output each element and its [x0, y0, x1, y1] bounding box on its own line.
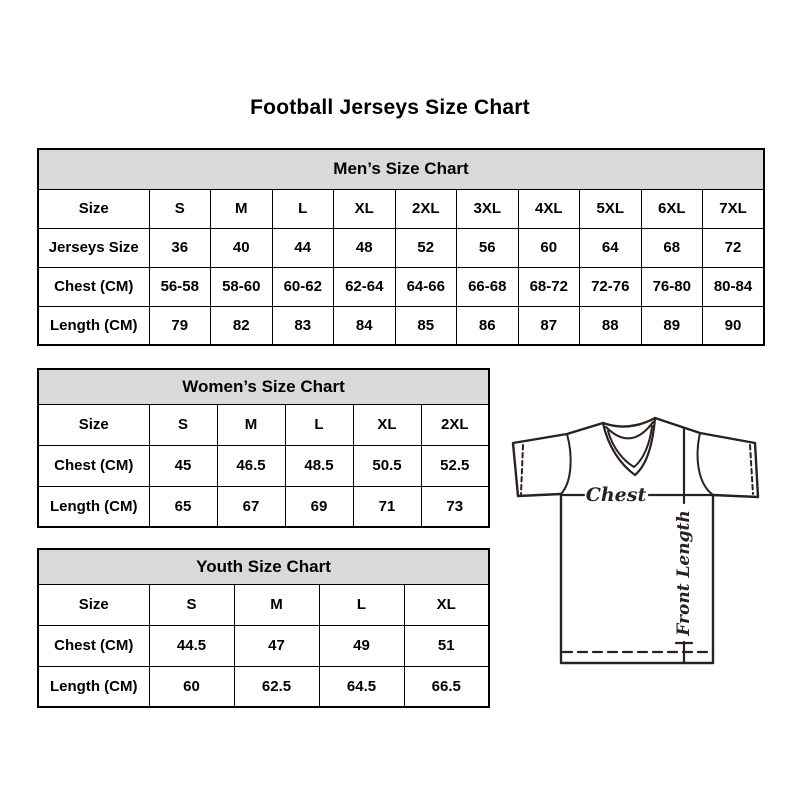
chest-label: Chest — [585, 484, 647, 506]
value-cell: 4XL — [518, 189, 580, 228]
row-label-cell: Chest (CM) — [38, 625, 149, 666]
value-cell: 86 — [457, 306, 519, 345]
value-cell: 64.5 — [319, 666, 404, 707]
table-header-row — [38, 149, 764, 189]
row-label-cell: Chest (CM) — [38, 445, 149, 486]
value-cell: 52.5 — [421, 445, 489, 486]
value-cell: M — [211, 189, 273, 228]
value-cell: 2XL — [421, 404, 489, 445]
value-cell: 60 — [149, 666, 234, 707]
value-cell: 68-72 — [518, 267, 580, 306]
table-row — [38, 189, 764, 228]
value-cell: 66.5 — [404, 666, 489, 707]
row-label-cell: Size — [38, 404, 149, 445]
value-cell: 44 — [272, 228, 334, 267]
value-cell: 49 — [319, 625, 404, 666]
value-cell: 64-66 — [395, 267, 457, 306]
row-label-cell: Length (CM) — [38, 306, 149, 345]
value-cell: 46.5 — [217, 445, 285, 486]
table-row — [38, 486, 489, 527]
value-cell: 72-76 — [580, 267, 642, 306]
table-header-row — [38, 549, 489, 584]
mens-table-title: Men’s Size Chart — [38, 149, 764, 189]
value-cell: 87 — [518, 306, 580, 345]
womens-table-title: Women’s Size Chart — [38, 369, 489, 404]
value-cell: 83 — [272, 306, 334, 345]
value-cell: L — [285, 404, 353, 445]
value-cell: XL — [334, 189, 396, 228]
value-cell: 56-58 — [149, 267, 211, 306]
value-cell: 84 — [334, 306, 396, 345]
row-label-cell: Size — [38, 584, 149, 625]
value-cell: 44.5 — [149, 625, 234, 666]
value-cell: 48.5 — [285, 445, 353, 486]
row-label-cell: Chest (CM) — [38, 267, 149, 306]
value-cell: 89 — [641, 306, 703, 345]
value-cell: 40 — [211, 228, 273, 267]
value-cell: 79 — [149, 306, 211, 345]
front-length-label: Front Length — [674, 510, 694, 636]
armhole-seam-left — [561, 434, 571, 494]
value-cell: 2XL — [395, 189, 457, 228]
value-cell: 64 — [580, 228, 642, 267]
cuff-dashed-line-right — [750, 445, 753, 494]
value-cell: 67 — [217, 486, 285, 527]
value-cell: 68 — [641, 228, 703, 267]
jersey-outline — [513, 418, 758, 663]
value-cell: 65 — [149, 486, 217, 527]
jersey-diagram — [504, 404, 776, 667]
value-cell: 52 — [395, 228, 457, 267]
mens-size-table — [37, 148, 765, 346]
value-cell: S — [149, 584, 234, 625]
jersey-diagram-svg — [504, 404, 776, 667]
table-row — [38, 267, 764, 306]
value-cell: M — [234, 584, 319, 625]
value-cell: 82 — [211, 306, 273, 345]
value-cell: XL — [353, 404, 421, 445]
table-row — [38, 306, 764, 345]
value-cell: 72 — [703, 228, 765, 267]
table-row — [38, 228, 764, 267]
value-cell: 80-84 — [703, 267, 765, 306]
value-cell: 50.5 — [353, 445, 421, 486]
table-row — [38, 666, 489, 707]
table-header-row — [38, 369, 489, 404]
womens-size-table — [37, 368, 490, 528]
value-cell: 76-80 — [641, 267, 703, 306]
value-cell: 69 — [285, 486, 353, 527]
value-cell: 5XL — [580, 189, 642, 228]
value-cell: 3XL — [457, 189, 519, 228]
value-cell: M — [217, 404, 285, 445]
value-cell: 88 — [580, 306, 642, 345]
armhole-seam-right — [698, 433, 713, 495]
value-cell: 60 — [518, 228, 580, 267]
value-cell: 73 — [421, 486, 489, 527]
value-cell: 48 — [334, 228, 396, 267]
cuff-dashed-line-left — [521, 445, 523, 494]
value-cell: S — [149, 189, 211, 228]
value-cell: 90 — [703, 306, 765, 345]
value-cell: 56 — [457, 228, 519, 267]
value-cell: S — [149, 404, 217, 445]
youth-table-title: Youth Size Chart — [38, 549, 489, 584]
value-cell: 51 — [404, 625, 489, 666]
value-cell: 7XL — [703, 189, 765, 228]
value-cell: 60-62 — [272, 267, 334, 306]
row-label-cell: Size — [38, 189, 149, 228]
page-title: Football Jerseys Size Chart — [250, 96, 530, 119]
row-label-cell: Jerseys Size — [38, 228, 149, 267]
value-cell: 47 — [234, 625, 319, 666]
youth-size-table — [37, 548, 490, 708]
value-cell: 66-68 — [457, 267, 519, 306]
value-cell: 62-64 — [334, 267, 396, 306]
value-cell: L — [272, 189, 334, 228]
value-cell: 6XL — [641, 189, 703, 228]
row-label-cell: Length (CM) — [38, 666, 149, 707]
table-row — [38, 404, 489, 445]
table-row — [38, 445, 489, 486]
value-cell: 58-60 — [211, 267, 273, 306]
value-cell: XL — [404, 584, 489, 625]
value-cell: 62.5 — [234, 666, 319, 707]
value-cell: 85 — [395, 306, 457, 345]
row-label-cell: Length (CM) — [38, 486, 149, 527]
value-cell: 45 — [149, 445, 217, 486]
table-row — [38, 584, 489, 625]
value-cell: 71 — [353, 486, 421, 527]
value-cell: L — [319, 584, 404, 625]
table-row — [38, 625, 489, 666]
value-cell: 36 — [149, 228, 211, 267]
